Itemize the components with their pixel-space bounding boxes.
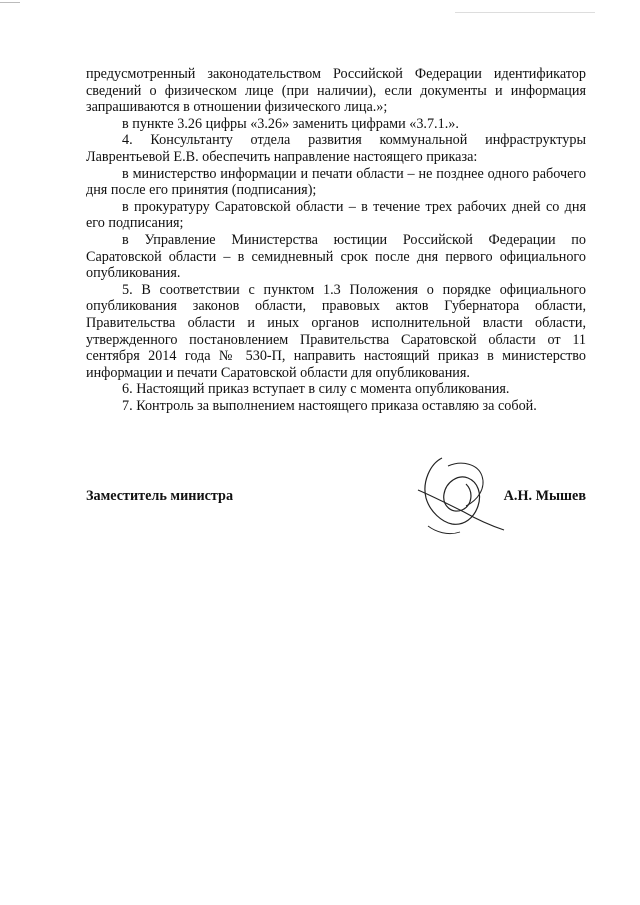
paragraph-7: 7. Контроль за выполнением настоящего приказа оставляю за собой. — [122, 397, 537, 414]
signatory-name: А.Н. Мышев — [503, 488, 586, 504]
paragraph-4-justice: в Управление Министерства юстиции Российской Федерации по Саратовской области – в семидневный срок после дня первого официального опубликования. — [86, 231, 586, 282]
paragraph-6: 6. Настоящий приказ вступает в силу с момента опубликования. — [122, 381, 510, 398]
paragraph-item-3-26: в пункте 3.26 цифры «3.26» заменить цифрами «3.7.1.». — [122, 115, 459, 132]
paragraph-4-ministry: в министерство информации и печати области – не позднее одного рабочего дня после его принятия (подписания); — [86, 165, 586, 199]
paragraph-4: 4. Консультанту отдела развития коммунальной инфраструктуры Лаврентьевой Е.В. обеспечить направление настоящего приказа: — [86, 132, 586, 165]
handwritten-signature — [408, 452, 508, 542]
signature-block — [86, 488, 586, 528]
paragraph-5: 5. В соответствии с пунктом 1.3 Положения о порядке официального опубликования законов области, правовых актов Губернатора области, Правительства области и иных органов исполнительной власти области, утвержденного постановлением Правительства Саратовской области от 11 сентября 2014 года № 530-П, направить настоящий приказ в министерство информации и печати Саратовской области для опубликования. — [86, 281, 586, 381]
signatory-title: Заместитель министра — [86, 488, 234, 504]
paragraph-continuation: предусмотренный законодательством Российской Федерации идентификатор сведений о физическом лице (при наличии), если документы и информация запрашиваются в отношении физического лица.»; — [86, 66, 586, 116]
paragraph-4-prosecutor: в прокуратуру Саратовской области – в течение трех рабочих дней со дня его подписания; — [86, 198, 586, 232]
document-body — [86, 66, 586, 414]
scan-artifact — [0, 2, 20, 3]
scan-artifact — [455, 12, 595, 13]
